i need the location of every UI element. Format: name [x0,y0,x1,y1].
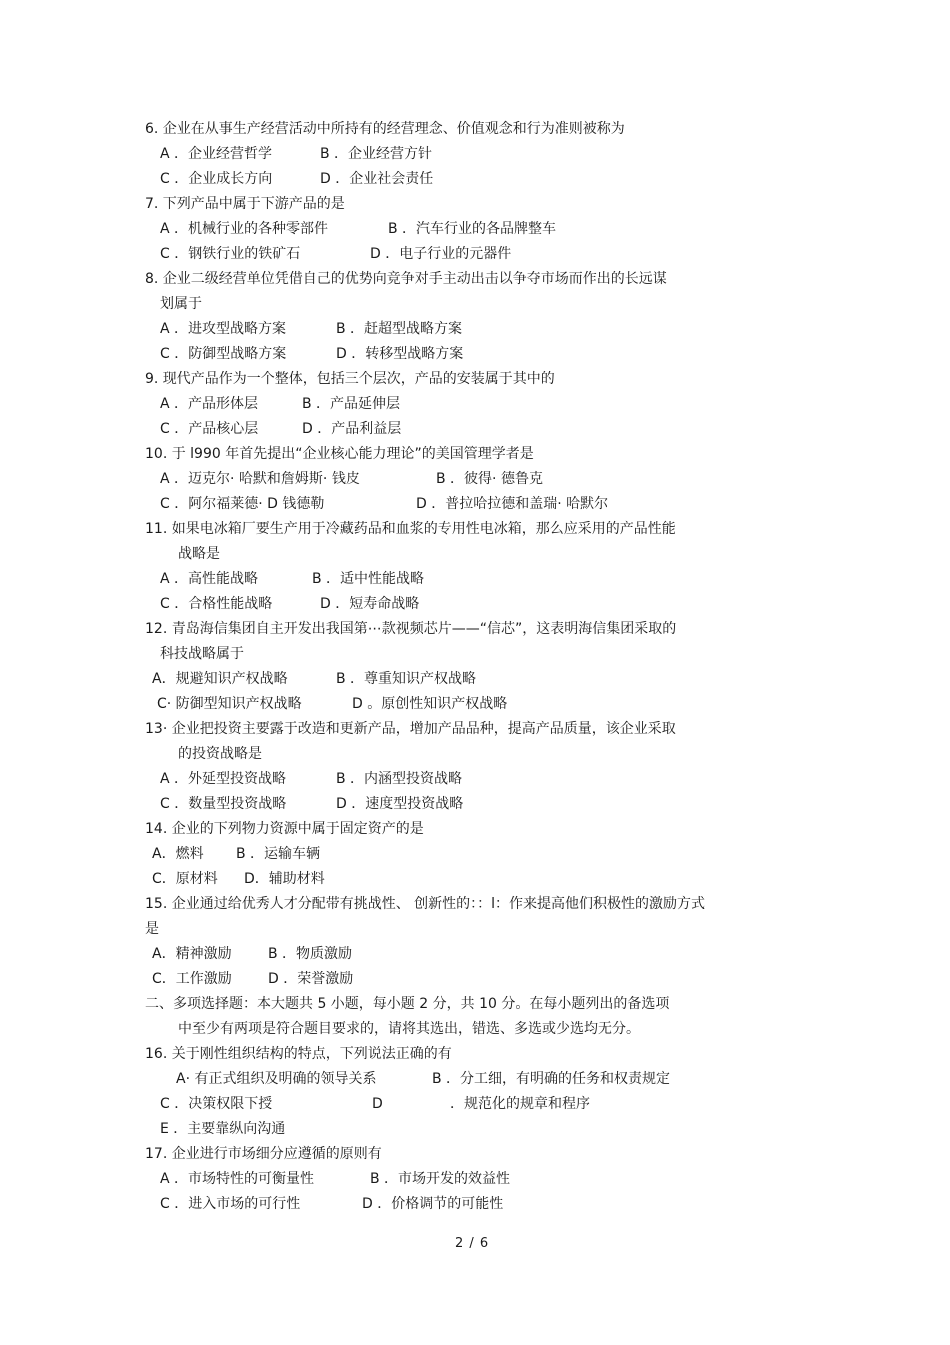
question-6-text: 6. 企业在从事生产经营活动中所持有的经营理念、价值观念和行为准则被称为 [145,121,625,137]
q7-option-d: D ．电子行业的元器件 [370,246,512,262]
q14-option-d: D．辅助材料 [244,871,325,887]
q15-option-b: B ．物质激励 [268,946,353,962]
q15-option-a: A．精神激励 [152,946,232,962]
q10-option-c: C ．阿尔福莱德· D 钱德勒 [160,496,325,512]
q10-option-b: B ．彼得· 德鲁克 [436,471,543,487]
q7-option-b: B ．汽车行业的各品牌整车 [388,221,557,237]
q16-option-d-letter: D [372,1096,383,1112]
question-8-text: 8. 企业二级经营单位凭借自己的优势向竞争对手主动出击以争夺市场而作出的长远谋 [145,271,667,287]
question-10-text: 10. 于 l990 年首先提出“企业核心能力理论”的美国管理学者是 [145,446,534,462]
question-15-text-cont: 是 [145,921,159,937]
q17-option-c: C ．进入市场的可行性 [160,1196,301,1212]
question-13-text: 13· 企业把投资主要露于改造和更新产品，增加产品品种，提高产品质量，该企业采取 [145,721,676,737]
q16-option-b: B ．分工细，有明确的任务和权责规定 [432,1071,671,1087]
q6-option-b: B ．企业经营方针 [320,146,433,162]
q9-option-a: A ．产品形体层 [160,396,259,412]
question-11-text-cont: 战略是 [178,546,220,562]
q10-option-d: D ．普拉哈拉德和盖瑞· 哈默尔 [416,496,609,512]
q10-option-a: A ．迈克尔· 哈默和詹姆斯· 钱皮 [160,471,360,487]
q9-option-c: C ．产品核心层 [160,421,259,437]
question-13-text-cont: 的投资战略是 [178,746,262,762]
q6-option-c: C ．企业成长方向 [160,171,273,187]
q16-option-a: A· 有正式组织及明确的领导关系 [176,1071,377,1087]
q11-option-b: B ．适中性能战略 [312,571,425,587]
q16-option-c: C ．决策权限下授 [160,1096,273,1112]
question-12-text-cont: 科技战略属于 [160,646,244,662]
q14-option-c: C．原材料 [152,871,218,887]
q14-option-b: B ．运输车辆 [236,846,321,862]
question-15-text: 15. 企业通过给优秀人才分配带有挑战性、 创新性的：：l：作来提高他们积极性的激励方式 [145,896,706,912]
q17-option-a: A ．市场特性的可衡量性 [160,1171,315,1187]
q15-option-d: D ．荣誉激励 [268,971,354,987]
q7-option-c: C ．钢铁行业的铁矿石 [160,246,301,262]
question-11-text: 11. 如果电冰箱厂要生产用于冷藏药品和血浆的专用性电冰箱，那么应采用的产品性能 [145,521,676,537]
q13-option-d: D ．速度型投资战略 [336,796,464,812]
section-2-heading: 二、多项选择题：本大题共 5 小题，每小题 2 分，共 10 分。在每小题列出的备选项 [145,996,670,1012]
q17-option-b: B ．市场开发的效益性 [370,1171,511,1187]
q12-option-b: B ．尊重知识产权战略 [336,671,477,687]
q11-option-a: A ．高性能战略 [160,571,259,587]
q8-option-b: B ．赶超型战略方案 [336,321,463,337]
question-16-text: 16. 关于刚性组织结构的特点，下列说法正确的有 [145,1046,452,1062]
question-17-text: 17. 企业进行市场细分应遵循的原则有 [145,1146,382,1162]
q14-option-a: A．燃料 [152,846,204,862]
question-7-text: 7. 下列产品中属于下游产品的是 [145,196,345,212]
q8-option-a: A ．进攻型战略方案 [160,321,287,337]
q6-option-a: A ．企业经营哲学 [160,146,273,162]
q13-option-c: C ．数量型投资战略 [160,796,287,812]
q9-option-d: D ．产品利益层 [302,421,402,437]
q17-option-d: D ．价格调节的可能性 [362,1196,504,1212]
q13-option-a: A ．外延型投资战略 [160,771,287,787]
q11-option-c: C ．合格性能战略 [160,596,273,612]
page-number: 2 / 6 [455,1236,490,1251]
question-12-text: 12. 青岛海信集团自主开发出我国第⋯款视频芯片——“信芯”，这表明海信集团采取的 [145,621,677,637]
q13-option-b: B ．内涵型投资战略 [336,771,463,787]
q6-option-d: D ．企业社会责任 [320,171,434,187]
q12-option-d: D 。原创性知识产权战略 [352,696,508,712]
q15-option-c: C．工作激励 [152,971,232,987]
q11-option-d: D ．短寿命战略 [320,596,420,612]
section-2-instructions: 中至少有两项是符合题目要求的，请将其选出，错选、多选或少选均无分。 [178,1021,640,1037]
question-14-text: 14. 企业的下列物力资源中属于固定资产的是 [145,821,424,837]
q12-option-a: A．规避知识产权战略 [152,671,288,687]
q16-option-e: E ．主要靠纵向沟通 [160,1121,286,1137]
question-8-text-cont: 划属于 [160,296,202,312]
question-9-text: 9. 现代产品作为一个整体，包括三个层次，产品的安装属于其中的 [145,371,555,387]
q8-option-c: C ．防御型战略方案 [160,346,287,362]
q7-option-a: A ．机械行业的各种零部件 [160,221,329,237]
q8-option-d: D ．转移型战略方案 [336,346,464,362]
q12-option-c: C· 防御型知识产权战略 [157,696,302,712]
q9-option-b: B ．产品延伸层 [302,396,401,412]
q16-option-d-text: ．规范化的规章和程序 [450,1096,590,1112]
